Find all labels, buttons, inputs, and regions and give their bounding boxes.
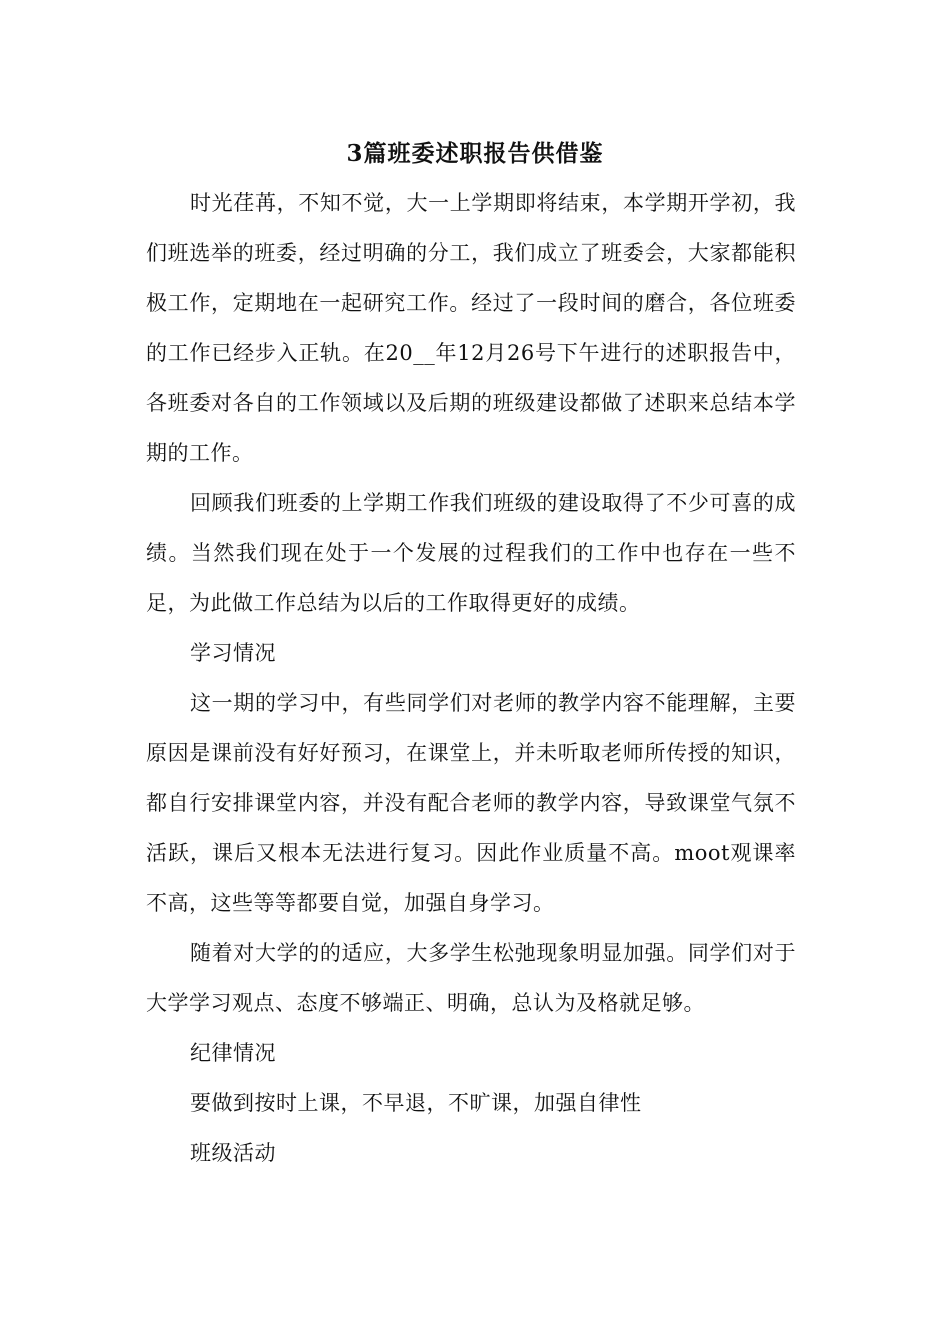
heading-class-activities: 班级活动	[190, 1141, 276, 1165]
document-body	[146, 178, 796, 1178]
document-title: 3篇班委述职报告供借鉴	[346, 140, 604, 167]
heading-discipline: 纪律情况	[190, 1041, 276, 1065]
paragraph-adaptation: 随着对大学的的适应，大多学生松弛现象明显加强。同学们对于大学学习观点、态度不够端正、明确，总认为及格就足够。	[146, 941, 796, 1015]
paragraph-discipline: 要做到按时上课，不早退，不旷课，加强自律性	[190, 1091, 642, 1115]
heading-study: 学习情况	[190, 641, 276, 665]
paragraph-study: 这一期的学习中，有些同学们对老师的教学内容不能理解，主要原因是课前没有好好预习，在课堂上，并未听取老师所传授的知识，都自行安排课堂内容，并没有配合老师的教学内容，导致课堂气氛不活跃，课后又根本无法进行复习。因此作业质量不高。moot观课率不高，这些等等都要自觉，加强自身学习。	[146, 691, 796, 915]
paragraph-review: 回顾我们班委的上学期工作我们班级的建设取得了不少可喜的成绩。当然我们现在处于一个发展的过程我们的工作中也存在一些不足，为此做工作总结为以后的工作取得更好的成绩。	[146, 491, 796, 615]
paragraph-intro: 时光荏苒，不知不觉，大一上学期即将结束，本学期开学初，我们班选举的班委，经过明确的分工，我们成立了班委会，大家都能积极工作，定期地在一起研究工作。经过了一段时间的磨合，各位班委的工作已经步入正轨。在20__年12月26号下午进行的述职报告中，各班委对各自的工作领域以及后期的班级建设都做了述职来总结本学期的工作。	[146, 191, 796, 465]
